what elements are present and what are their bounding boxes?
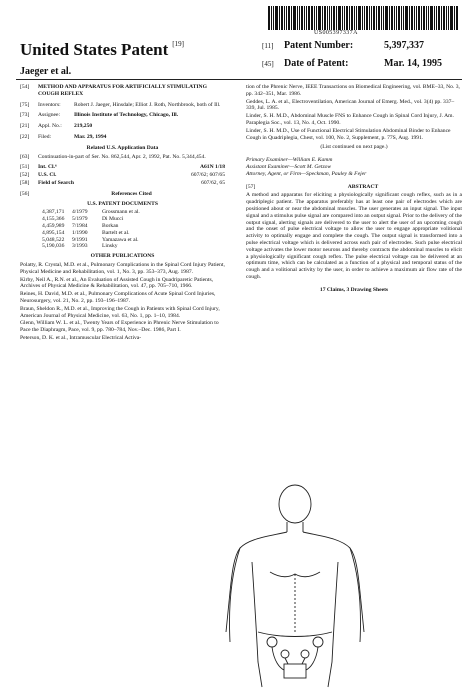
filed-value: Mar. 29, 1994 xyxy=(74,133,107,140)
barcode-bar xyxy=(366,6,368,30)
barcode-bar xyxy=(293,6,296,30)
barcode-bar xyxy=(331,6,332,30)
barcode-bar xyxy=(436,6,437,30)
barcode-bar xyxy=(271,6,272,30)
patent-doc-number: 5,190,036 xyxy=(42,243,65,250)
barcode-bar xyxy=(279,6,280,30)
primary-examiner: Primary Examiner—William E. Kamm xyxy=(246,157,333,164)
publication-entry: Kirby, Neil A., R.N. et al., An Evaluation of Assisted Cough in Quadriparetic Patients, Archives of Physical Medicine & Rehabilitation, vol. 47, pp. 705–710, 1966. xyxy=(20,276,214,290)
barcode-bar xyxy=(409,6,410,30)
barcode-bar xyxy=(322,6,323,30)
barcode-bar xyxy=(299,6,300,30)
barcode-bar xyxy=(378,6,380,30)
electrode-lower-left xyxy=(281,650,289,658)
date-label: Date of Patent: xyxy=(284,58,349,69)
other-publications-heading: OTHER PUBLICATIONS xyxy=(90,253,155,260)
inventors-label: Inventors: xyxy=(38,101,61,108)
field-56 xyxy=(20,191,225,198)
related-data-heading: Related U.S. Application Data xyxy=(86,144,159,151)
barcode-bar xyxy=(443,6,445,30)
patent-number-row xyxy=(262,40,462,51)
barcode-bar xyxy=(351,6,353,30)
field-51 xyxy=(20,164,225,171)
patent-doc-row xyxy=(42,216,225,223)
patent-doc-date: 1/1990 xyxy=(72,229,88,236)
patent-doc-date: 3/1993 xyxy=(72,243,88,250)
barcode-bar xyxy=(284,6,285,30)
claims-count: 17 Claims, 3 Drawing Sheets xyxy=(319,286,389,293)
field-73-code: [73] xyxy=(20,112,30,119)
barcode-bar xyxy=(354,6,355,30)
barcode-bar xyxy=(434,6,435,30)
patent-doc-name: Grossmann et al. xyxy=(102,209,140,216)
barcode-bar xyxy=(394,6,395,30)
abstract-heading-row xyxy=(246,184,462,191)
field-73 xyxy=(20,112,225,119)
barcode-bar xyxy=(275,6,278,30)
barcode-bar xyxy=(329,6,330,30)
field-75 xyxy=(20,102,225,109)
barcode-bar xyxy=(414,6,415,30)
patent-doc-row xyxy=(42,230,225,237)
int-cl-label: Int. Cl.⁶ xyxy=(38,164,57,171)
field-of-search-value: 607/62, 65 xyxy=(201,179,225,186)
patent-doc-number: 4,895,154 xyxy=(42,229,65,236)
barcode-number: US005397337A xyxy=(314,30,358,36)
barcode-bar xyxy=(308,6,310,30)
barcode-bar xyxy=(446,6,447,30)
patent-title-text: United States Patent xyxy=(20,40,169,59)
us-patent-documents-heading: U.S. PATENT DOCUMENTS xyxy=(87,200,158,207)
barcode-bar xyxy=(342,6,343,30)
barcode-bar xyxy=(362,6,363,30)
publication-entry: Reines, H. David, M.D. et al., Pulmonary Complications of Acute Spinal Cord Injuries, Neurosurgery, vol. 21, No. 2, pp. 193–196–1987. xyxy=(20,291,216,304)
patent-doc-date: 5/1979 xyxy=(72,216,88,223)
electrode-left xyxy=(267,637,277,647)
barcode-bar xyxy=(454,6,455,30)
barcode-bar xyxy=(333,6,335,30)
patent-doc-number: 4,155,366 xyxy=(42,216,65,223)
barcode-bar xyxy=(416,6,417,30)
header-left xyxy=(20,40,184,77)
barcode-bar xyxy=(401,6,402,30)
patent-date: Mar. 14, 1995 xyxy=(384,58,442,69)
barcode-bar xyxy=(371,6,372,30)
header-right xyxy=(262,40,462,76)
abstract-heading: ABSTRACT xyxy=(347,183,379,190)
barcode-bar xyxy=(316,6,317,30)
electrode-leads xyxy=(272,647,318,670)
patent-doc-name: Linsky xyxy=(102,243,118,250)
publication-entry: Peterson, D. K. et al., Intramuscular Electrical Activa- xyxy=(20,334,142,341)
barcode-bar xyxy=(364,6,365,30)
filed-label: Filed: xyxy=(38,133,52,140)
barcode-bar xyxy=(311,6,313,30)
us-cl-label: U.S. Cl. xyxy=(38,172,57,179)
stimulator-box xyxy=(284,664,306,678)
field-52 xyxy=(20,172,225,179)
us-cl-value: 607/62; 607/65 xyxy=(190,172,225,179)
barcode-bar xyxy=(346,6,348,30)
patent-title xyxy=(20,40,184,60)
publication-entry: Braun, Sheldon R., M.D. et al., Improving the Cough in Patients with Spinal Cord Injury, American Journal of Physical Medicine, vol. 63, No. 1, pp. 1–10, 1984. xyxy=(20,305,220,319)
barcode-bar xyxy=(291,6,292,30)
patent-number-code: [11] xyxy=(262,42,274,50)
patent-doc-date: 7/1984 xyxy=(72,222,88,229)
barcode-bar xyxy=(336,6,337,30)
barcode-bar xyxy=(391,6,393,30)
barcode-bar xyxy=(456,6,458,30)
publication-entry: Linder, S. H. M.D., Use of Functional Electrical Stimulation Abdominal Binder to Enhance Cough in Quadriplegia, Chest, vol. 100, No. 2, Supplement, p. 77S, Aug. 1991. xyxy=(246,127,451,141)
patent-doc-name: Yamazawa et al. xyxy=(102,236,139,243)
figure-torso-right xyxy=(328,562,338,687)
barcode-bar xyxy=(448,6,449,30)
barcode-bar xyxy=(318,6,321,30)
barcode-bar xyxy=(426,6,427,30)
field-22 xyxy=(20,134,225,141)
patent-doc-date: 4/1979 xyxy=(72,209,88,216)
publication-entry: tion of the Phrenic Nerve, IEEE Transactions on Biomedical Engineering, vol. BME–33, No. 3, pp. 342–351, Mar. 1986. xyxy=(246,84,460,97)
barcode-bar xyxy=(411,6,413,30)
field-21-code: [21] xyxy=(20,123,30,130)
field-of-search-label: Field of Search xyxy=(38,179,74,186)
barcode-bar xyxy=(356,6,357,30)
barcode-bar xyxy=(441,6,442,30)
field-63-code: [63] xyxy=(20,153,30,160)
publication-entry: Linder, S. H. M.D., Abdominal Muscle FNS to Enhance Cough in Spinal Cord Injury, J. Am. Paraplegia Soc., vol. 13, No. 4, Oct. 1990. xyxy=(246,113,454,126)
barcode-bar xyxy=(389,6,390,30)
barcode-bar xyxy=(398,6,400,30)
field-54 xyxy=(20,84,225,98)
figure-neck xyxy=(287,522,303,532)
barcode-bar xyxy=(403,6,404,30)
field-58-code: [58] xyxy=(20,179,30,186)
date-row xyxy=(262,58,462,69)
patent-doc-number: 4,459,989 xyxy=(42,222,65,229)
publications-continued xyxy=(246,84,462,141)
field-54-code: [54] xyxy=(20,84,30,90)
patent-doc-name: Di Mucci xyxy=(102,216,124,223)
barcode-bar xyxy=(421,6,422,30)
barcode-bar xyxy=(450,6,453,30)
figure-head xyxy=(279,485,311,523)
list-continued-note: (List continued on next page.) xyxy=(320,144,388,151)
figure-right-side xyxy=(303,532,364,632)
barcode-bar xyxy=(438,6,440,30)
appl-no-label: Appl. No.: xyxy=(38,123,62,130)
invention-title: METHOD AND APPARATUS FOR ARTIFICIALLY STIMULATING COUGH REFLEX xyxy=(38,84,207,97)
field-75-code: [75] xyxy=(20,101,30,108)
barcode-bar xyxy=(314,6,315,30)
figure-left-side xyxy=(226,532,287,632)
appl-no-value: 219,250 xyxy=(74,123,93,130)
barcode-bar xyxy=(297,6,298,30)
barcode-bar xyxy=(396,6,397,30)
assignee-label: Assignee: xyxy=(38,112,61,119)
patient-figure-drawing xyxy=(210,482,380,692)
field-63 xyxy=(20,154,225,161)
barcode-bar xyxy=(423,6,425,30)
barcode-bar xyxy=(349,6,350,30)
right-column xyxy=(246,84,462,294)
patent-doc-row xyxy=(42,223,225,230)
barcode-bar xyxy=(381,6,382,30)
barcode-bar xyxy=(338,6,341,30)
barcode-bar xyxy=(288,6,290,30)
title-code: [19] xyxy=(172,40,184,48)
patent-doc-name: Bartelt et al. xyxy=(102,229,130,236)
barcode-bar xyxy=(268,6,270,30)
figure-left-arm xyxy=(229,548,240,642)
patent-doc-row xyxy=(42,237,225,244)
left-column xyxy=(20,84,225,343)
abstract-code: [57] xyxy=(246,183,256,190)
attorney-agent: Attorney, Agent, or Firm—Speckman, Pauley & Fejer xyxy=(246,170,367,177)
publication-entry: Geddes, L. A. et al., Electroventilation, American Journal of Emerg. Med., vol. 3(4) pp. 337–339, Jul. 1985. xyxy=(246,98,455,112)
patent-doc-number: 4,387,171 xyxy=(42,209,65,216)
barcode-bar xyxy=(327,6,328,30)
barcode-bar xyxy=(286,6,287,30)
barcode-bar xyxy=(281,6,283,30)
electrode-right xyxy=(313,637,323,647)
patent-doc-row xyxy=(42,209,225,216)
figure-right-arm xyxy=(350,548,361,642)
assignee-value: Illinois Institute of Technology, Chicago, Ill. xyxy=(74,112,179,119)
barcode-bar xyxy=(418,6,420,30)
date-code: [45] xyxy=(262,60,274,68)
assistant-examiner: Assistant Examiner—Scott M. Getzow xyxy=(246,163,332,170)
barcode-bar xyxy=(373,6,375,30)
figure-torso-left xyxy=(252,562,262,687)
int-cl-value: A61N 1/18 xyxy=(199,164,225,171)
abdominal-belt xyxy=(258,632,332,637)
barcode-bar xyxy=(369,6,370,30)
publication-entry: Polatty, R. Crystal, M.D. et al., Pulmonary Complications in the Spinal Cord Injury Patient, Physical Medicine and Rehabilitation, vol. 1, No. 3, pp. 353–373, Aug. 1987. xyxy=(20,261,225,275)
other-publications-list xyxy=(20,262,225,342)
barcode-bar xyxy=(306,6,307,30)
field-58 xyxy=(20,180,225,187)
inventors-value: Robert J. Jaeger, Hinsdale; Elliot J. Roth, Northbrook, both of Ill. xyxy=(74,101,221,108)
barcode-bar xyxy=(301,6,303,30)
barcode-bar xyxy=(304,6,305,30)
barcode xyxy=(268,6,464,30)
barcode-bar xyxy=(324,6,326,30)
patent-number: 5,397,337 xyxy=(384,40,424,51)
barcode-bar xyxy=(376,6,377,30)
patent-doc-name: Borkan xyxy=(102,222,119,229)
field-21 xyxy=(20,123,225,130)
barcode-bar xyxy=(344,6,345,30)
patent-doc-number: 5,048,522 xyxy=(42,236,65,243)
publication-entry: Glenn, William W. L. et al., Twenty Years of Experience in Phrenic Nerve Stimulation to Pace the Diaphragm, Pace, vol. 9, pp. 780–784, Nov.–Dec. 1986, Part I. xyxy=(20,320,219,334)
field-22-code: [22] xyxy=(20,133,30,140)
header-rule xyxy=(16,79,462,80)
barcode-bar xyxy=(383,6,384,30)
field-52-code: [52] xyxy=(20,172,30,179)
barcode-bar xyxy=(405,6,408,30)
barcode-bar xyxy=(430,6,433,30)
patent-doc-date: 9/1991 xyxy=(72,236,88,243)
barcode-bar xyxy=(428,6,429,30)
patent-documents-list xyxy=(20,209,225,250)
electrode-lower-right xyxy=(301,650,309,658)
continuation-value: Continuation-in-part of Ser. No. 862,544, Apr. 2, 1992, Pat. No. 5,344,454. xyxy=(38,153,206,160)
field-51-code: [51] xyxy=(20,164,30,171)
references-cited-label: References Cited xyxy=(111,190,152,197)
inventors-line: Jaeger et al. xyxy=(20,66,72,77)
barcode-bar xyxy=(358,6,361,30)
patent-doc-row xyxy=(42,243,225,250)
barcode-bar xyxy=(385,6,388,30)
barcode-bar xyxy=(273,6,274,30)
field-56-code: [56] xyxy=(20,190,30,197)
abstract-text: A method and apparatus for eliciting a physiologically significant cough reflex, such as in a quadriplegic patient. The apparatus preferably has at least one pair of electrodes which are positioned about or near the abdominal muscles. The user generates an input signal. The input signal and a stimulus pulse signal are compared into an output signal. Prior to the delivery of the output signal, alerting signals are delivered to the user to alert the user of an upcoming cough and the onset of pulse electrical voltage to allow the user to engage appropriate volitional activity to optimally engage and complete the cough. The output signal is transformed into a pulse electrical voltage which is delivered across each pair of electrodes. Such pulse electrical voltage activates the lower motor neurons and thereby contracts the abdominal muscles to elicit a physiologically significant cough reflex. The pulse electrical voltage can be delivered at an optimum time, which can be calculated as a function of a physical and temporal status of the cough and a volitional activity by the user, in order to achieve a maximum air flow rate of the cough. xyxy=(246,192,462,280)
patent-number-label: Patent Number: xyxy=(284,40,354,51)
